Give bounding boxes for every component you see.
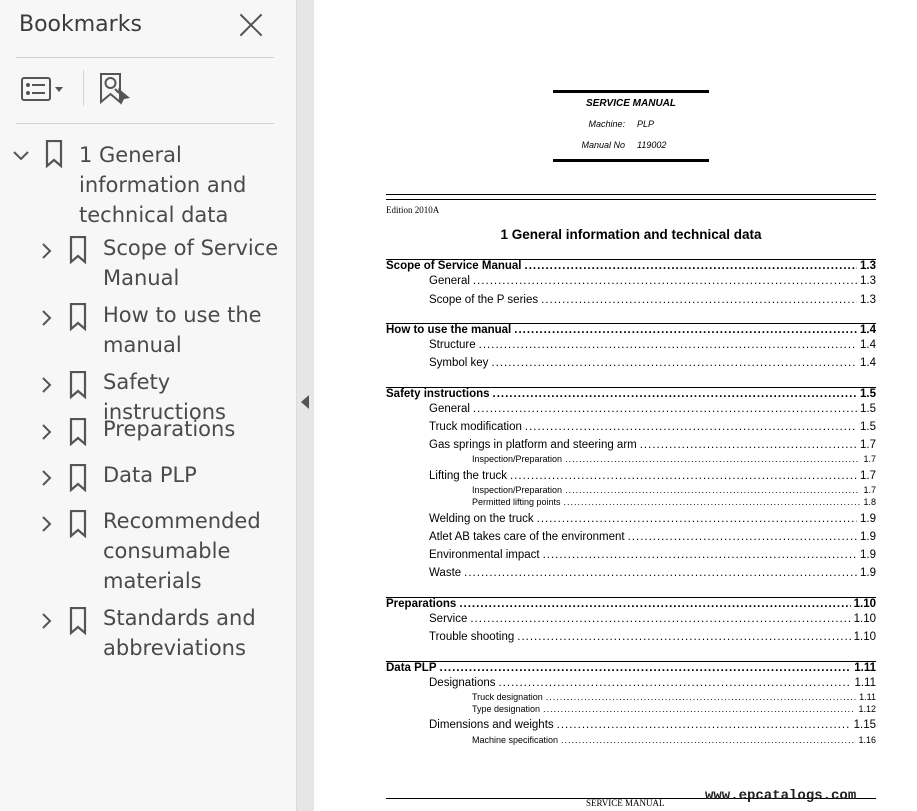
close-icon[interactable] bbox=[238, 12, 264, 38]
toc-entry-title: Scope of Service Manual bbox=[386, 260, 522, 272]
options-list-icon bbox=[20, 74, 68, 106]
bookmark-item-preparations[interactable] bbox=[0, 417, 296, 449]
toc-dot-leader bbox=[565, 454, 860, 464]
bookmarks-panel bbox=[0, 0, 297, 811]
toc-page-number: 1.3 bbox=[860, 294, 876, 306]
machine-value: PLP bbox=[637, 119, 655, 129]
toc-dot-leader bbox=[473, 275, 857, 287]
toc-dot-leader bbox=[464, 567, 857, 579]
toc-page-number: 1.9 bbox=[860, 549, 876, 561]
toc-page-number: 1.9 bbox=[860, 567, 876, 579]
manual-header-box bbox=[553, 90, 709, 162]
toc-entry-title: Welding on the truck bbox=[429, 513, 534, 525]
chevron-right-icon[interactable] bbox=[37, 376, 55, 394]
toc-entry-title: Type designation bbox=[472, 704, 541, 714]
machine-label: Machine: bbox=[588, 119, 625, 129]
chevron-down-icon[interactable] bbox=[12, 146, 30, 164]
chevron-right-icon[interactable] bbox=[37, 423, 55, 441]
toc-entry[interactable] bbox=[429, 339, 876, 351]
toc-page-number: 1.4 bbox=[860, 357, 876, 369]
toc-entry[interactable] bbox=[429, 677, 876, 689]
toc-entry-title: Scope of the P series bbox=[429, 294, 539, 306]
toc-entry-title: Data PLP bbox=[386, 662, 437, 674]
bookmark-item-recommended-consumable-materials[interactable] bbox=[0, 509, 296, 601]
toc-entry[interactable] bbox=[429, 439, 876, 451]
toc-entry-title: Trouble shooting bbox=[429, 631, 515, 643]
toc-page-number: 1.3 bbox=[860, 275, 876, 287]
toc-entry[interactable] bbox=[472, 735, 876, 745]
toc-entry[interactable] bbox=[429, 613, 876, 625]
toc-entry-title: Permitted lifting points bbox=[472, 497, 561, 507]
find-current-bookmark-icon bbox=[98, 72, 132, 108]
watermark-text: www.epcatalogs.com bbox=[705, 788, 857, 804]
bookmark-icon bbox=[69, 510, 87, 538]
bookmark-label: Scope of Service Manual bbox=[103, 236, 279, 290]
toc-page-number: 1.11 bbox=[854, 662, 876, 674]
find-current-bookmark-button[interactable] bbox=[98, 72, 132, 108]
divider bbox=[16, 57, 274, 58]
edition-label: Edition 2010A bbox=[386, 205, 440, 215]
toc-dot-leader bbox=[479, 339, 857, 351]
toc-entry[interactable] bbox=[429, 719, 876, 731]
toc-dot-leader bbox=[473, 403, 857, 415]
toc-dot-leader bbox=[440, 662, 852, 674]
toc-page-number: 1.11 bbox=[854, 677, 876, 689]
toc-entry[interactable] bbox=[429, 357, 876, 369]
toc-page-number: 1.7 bbox=[863, 454, 876, 464]
toc-entry-title: Dimensions and weights bbox=[429, 719, 554, 731]
toc-section-entry[interactable] bbox=[386, 662, 876, 674]
bookmark-icon bbox=[69, 303, 87, 331]
toc-entry-title: General bbox=[429, 275, 470, 287]
toc-entry[interactable] bbox=[429, 403, 876, 415]
toc-entry[interactable] bbox=[472, 454, 876, 464]
toc-page-number: 1.4 bbox=[860, 339, 876, 351]
toc-dot-leader bbox=[546, 692, 856, 702]
toc-entry-title: Atlet AB takes care of the environment bbox=[429, 531, 625, 543]
toc-entry[interactable] bbox=[429, 421, 876, 433]
toc-entry[interactable] bbox=[429, 294, 876, 306]
toc-dot-leader bbox=[541, 294, 857, 306]
toc-entry-title: Environmental impact bbox=[429, 549, 540, 561]
toc-page-number: 1.9 bbox=[860, 513, 876, 525]
bookmark-item-standards-and-abbreviations[interactable] bbox=[0, 606, 296, 668]
toc-entry[interactable] bbox=[429, 513, 876, 525]
toc-entry-title: How to use the manual bbox=[386, 324, 512, 336]
toc-entry-title: Waste bbox=[429, 567, 462, 579]
toc-entry[interactable] bbox=[429, 470, 876, 482]
bookmark-label: Standards and abbreviations bbox=[103, 606, 256, 660]
toc-page-number: 1.12 bbox=[858, 704, 876, 714]
toc-section-entry[interactable] bbox=[386, 260, 876, 272]
toc-dot-leader bbox=[491, 357, 857, 369]
toc-entry-title: Lifting the truck bbox=[429, 470, 507, 482]
manual-title: SERVICE MANUAL bbox=[585, 98, 676, 109]
toc-dot-leader bbox=[564, 497, 861, 507]
toc-entry-title: Structure bbox=[429, 339, 476, 351]
toc-dot-leader bbox=[543, 704, 855, 714]
toc-entry-title: Inspection/Preparation bbox=[472, 485, 563, 495]
toc-dot-leader bbox=[565, 485, 860, 495]
toc-entry-title: Machine specification bbox=[472, 735, 559, 745]
toc-dot-leader bbox=[470, 613, 850, 625]
toc-dot-leader bbox=[561, 735, 855, 745]
toc-dot-leader bbox=[525, 260, 858, 272]
toc-entry[interactable] bbox=[429, 531, 876, 543]
panel-title: Bookmarks bbox=[19, 12, 142, 37]
toc-page-number: 1.3 bbox=[860, 260, 876, 272]
toc-entry[interactable] bbox=[429, 549, 876, 561]
bookmark-item-data-plp[interactable] bbox=[0, 463, 296, 495]
toc-page-number: 1.11 bbox=[859, 692, 876, 702]
bookmark-icon bbox=[45, 140, 63, 168]
options-menu-button[interactable] bbox=[20, 74, 68, 106]
toc-entry-title: Designations bbox=[429, 677, 496, 689]
toc-entry-title: Truck designation bbox=[472, 692, 543, 702]
toc-dot-leader bbox=[525, 421, 857, 433]
bookmark-label: 1 General information and technical data bbox=[79, 143, 247, 227]
toc-entry[interactable] bbox=[472, 704, 876, 714]
toc-page-number: 1.10 bbox=[853, 631, 876, 643]
toc-page-number: 1.7 bbox=[860, 470, 876, 482]
toc-page-number: 1.15 bbox=[853, 719, 876, 731]
toc-dot-leader bbox=[459, 598, 850, 610]
toc-entry-title: Safety instructions bbox=[386, 388, 490, 400]
toc-entry[interactable] bbox=[472, 485, 876, 495]
manual-number-label: Manual No bbox=[581, 140, 625, 150]
toc-entry-title: Preparations bbox=[386, 598, 457, 610]
toc-dot-leader bbox=[628, 531, 857, 543]
bookmark-item-how-to-use-the-manual[interactable] bbox=[0, 303, 296, 363]
bookmark-icon bbox=[69, 607, 87, 635]
toc-entry[interactable] bbox=[429, 631, 876, 643]
toc-dot-leader bbox=[543, 549, 857, 561]
toc-entry[interactable] bbox=[429, 275, 876, 287]
bookmark-icon bbox=[69, 371, 87, 399]
bookmark-item-scope-of-service-manual[interactable] bbox=[0, 236, 296, 296]
toc-dot-leader bbox=[498, 677, 851, 689]
toc-section-entry[interactable] bbox=[386, 388, 876, 400]
toc-page-number: 1.7 bbox=[860, 439, 876, 451]
toc-entry-title: Service bbox=[429, 613, 468, 625]
toc-entry-title: Gas springs in platform and steering arm bbox=[429, 439, 637, 451]
toc-entry-title: Inspection/Preparation bbox=[472, 454, 563, 464]
divider bbox=[16, 123, 274, 124]
footer-label: SERVICE MANUAL bbox=[586, 798, 665, 808]
bookmark-icon bbox=[69, 236, 87, 264]
manual-number-value: 119002 bbox=[637, 140, 667, 150]
toc-page-number: 1.16 bbox=[858, 735, 876, 745]
toolbar-divider bbox=[83, 70, 84, 106]
toc-page-number: 1.4 bbox=[860, 324, 876, 336]
bookmark-label: Data PLP bbox=[103, 463, 197, 487]
toc-page-number: 1.8 bbox=[863, 497, 876, 507]
chevron-right-icon[interactable] bbox=[37, 612, 55, 630]
bookmark-icon bbox=[69, 418, 87, 446]
toc-dot-leader bbox=[640, 439, 857, 451]
bookmark-label: How to use the manual bbox=[103, 303, 262, 357]
document-page bbox=[314, 0, 917, 811]
toc-dot-leader bbox=[493, 388, 857, 400]
toc-page-number: 1.5 bbox=[860, 388, 876, 400]
chevron-right-icon[interactable] bbox=[37, 515, 55, 533]
toc-entry[interactable] bbox=[472, 692, 876, 702]
bookmark-label: Safety instructions bbox=[103, 370, 226, 424]
toc-dot-leader bbox=[510, 470, 857, 482]
toc-page-number: 1.9 bbox=[860, 531, 876, 543]
toc-section-entry[interactable] bbox=[386, 324, 876, 336]
toc-entry-title: General bbox=[429, 403, 470, 415]
toc-page-number: 1.10 bbox=[853, 613, 876, 625]
toc-dot-leader bbox=[537, 513, 857, 525]
bookmark-icon bbox=[69, 464, 87, 492]
toc-page-number: 1.5 bbox=[860, 421, 876, 433]
toc-entry[interactable] bbox=[429, 567, 876, 579]
chevron-right-icon[interactable] bbox=[37, 309, 55, 327]
toc-dot-leader bbox=[557, 719, 851, 731]
toc-section-entry[interactable] bbox=[386, 598, 876, 610]
toc-entry-title: Symbol key bbox=[429, 357, 489, 369]
chevron-right-icon[interactable] bbox=[37, 469, 55, 487]
double-rule bbox=[386, 194, 876, 200]
toc-dot-leader bbox=[514, 324, 857, 336]
toc-dot-leader bbox=[517, 631, 850, 643]
chevron-right-icon[interactable] bbox=[37, 242, 55, 260]
bookmark-label: Preparations bbox=[103, 417, 236, 441]
toc-page-number: 1.7 bbox=[863, 485, 876, 495]
toc-entry[interactable] bbox=[472, 497, 876, 507]
bookmark-label: Recommended consumable materials bbox=[103, 509, 261, 593]
chapter-heading: 1 General information and technical data bbox=[500, 227, 762, 242]
collapse-panel-arrow-icon[interactable] bbox=[298, 394, 312, 410]
bookmark-item-general-information[interactable] bbox=[0, 140, 296, 232]
bookmark-item-safety-instructions[interactable] bbox=[0, 370, 296, 424]
toc-entry-title: Truck modification bbox=[429, 421, 522, 433]
toc-page-number: 1.10 bbox=[853, 598, 876, 610]
toc-page-number: 1.5 bbox=[860, 403, 876, 415]
